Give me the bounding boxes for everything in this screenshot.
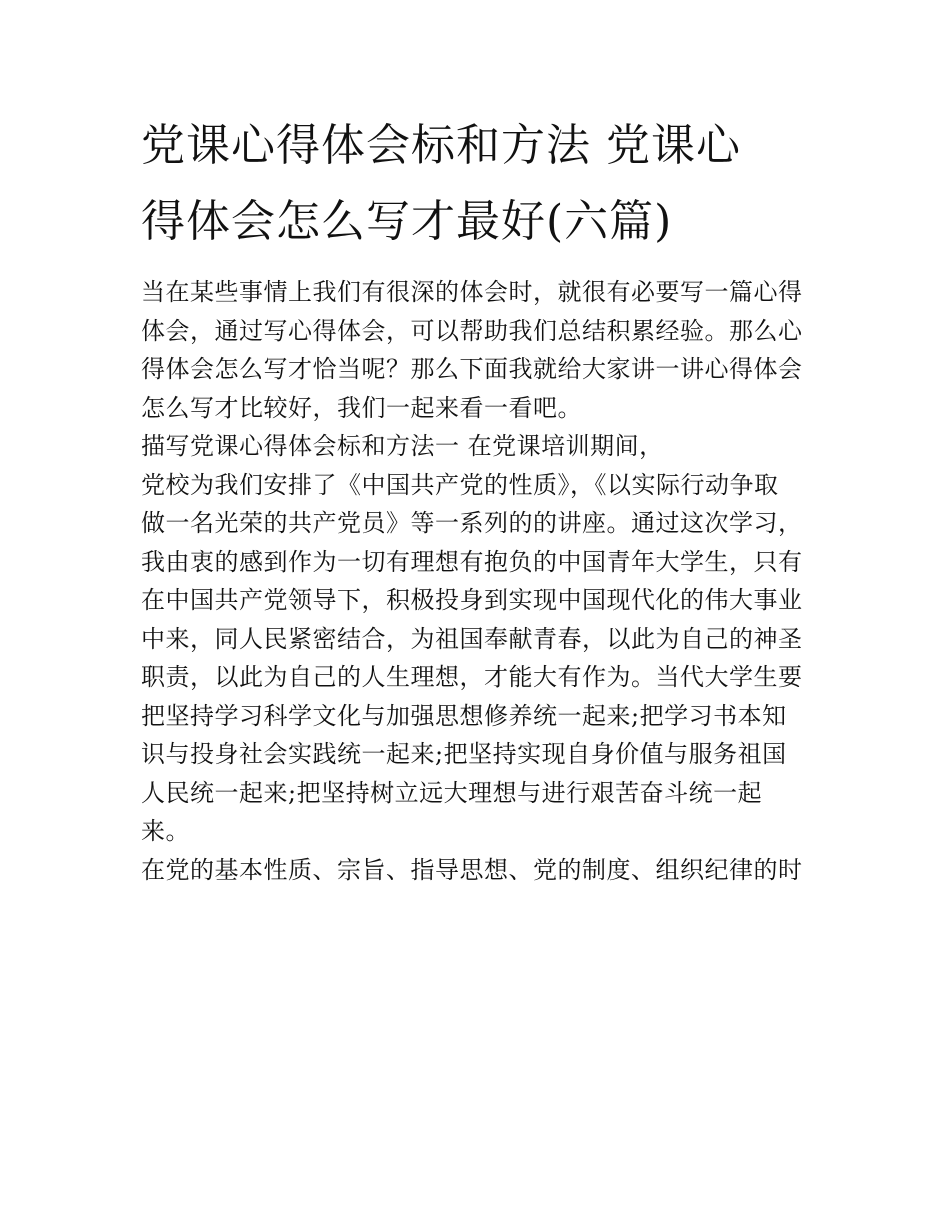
text-line: 得体会怎么写才恰当呢？那么下面我就给大家讲一讲心得体会 xyxy=(141,355,803,383)
intro-paragraph xyxy=(141,273,821,427)
text-line: 在中国共产党领导下，积极投身到实现中国现代化的伟大事业 xyxy=(141,586,803,614)
text-line: 我由衷的感到作为一切有理想有抱负的中国青年大学生，只有 xyxy=(141,547,803,576)
body-paragraph xyxy=(141,466,821,851)
text-line: 党校为我们安排了《中国共产党的性质》，《以实际行动争取 xyxy=(141,470,779,499)
text-line: 人民统一起来;把坚持树立远大理想与进行艰苦奋斗统一起 xyxy=(141,778,763,807)
text-line: 识与投身社会实践统一起来;把坚持实现自身价值与服务祖国 xyxy=(141,740,787,768)
document-title xyxy=(141,108,821,260)
text-line: 来。 xyxy=(141,817,190,845)
title-line: 党课心得体会标和方法 党课心 xyxy=(141,120,741,171)
title-line: 得体会怎么写才最好(六篇) xyxy=(141,196,673,247)
document-content xyxy=(141,108,821,889)
text-line: 做一名光荣的共产党员》等一系列的的讲座。通过这次学习， xyxy=(141,509,803,537)
text-line: 描写党课心得体会标和方法一 在党课培训期间， xyxy=(141,432,664,460)
text-line: 中来，同人民紧密结合，为祖国奉献青春，以此为自己的神圣 xyxy=(141,624,803,653)
text-line: 职责，以此为自己的人生理想，才能大有作为。当代大学生要 xyxy=(141,663,803,691)
text-line: 在党的基本性质、宗旨、指导思想、党的制度、组织纪律的时 xyxy=(141,855,803,884)
document-body xyxy=(141,273,821,889)
text-line: 把坚持学习科学文化与加强思想修养统一起来;把学习书本知 xyxy=(141,701,787,730)
text-line: 体会，通过写心得体会，可以帮助我们总结积累经验。那么心 xyxy=(141,316,803,345)
section-heading-paragraph xyxy=(141,427,821,466)
text-line: 怎么写才比较好，我们一起来看一看吧。 xyxy=(141,393,582,422)
body-paragraph xyxy=(141,851,821,890)
text-line: 当在某些事情上我们有很深的体会时，就很有必要写一篇心得 xyxy=(141,278,803,306)
